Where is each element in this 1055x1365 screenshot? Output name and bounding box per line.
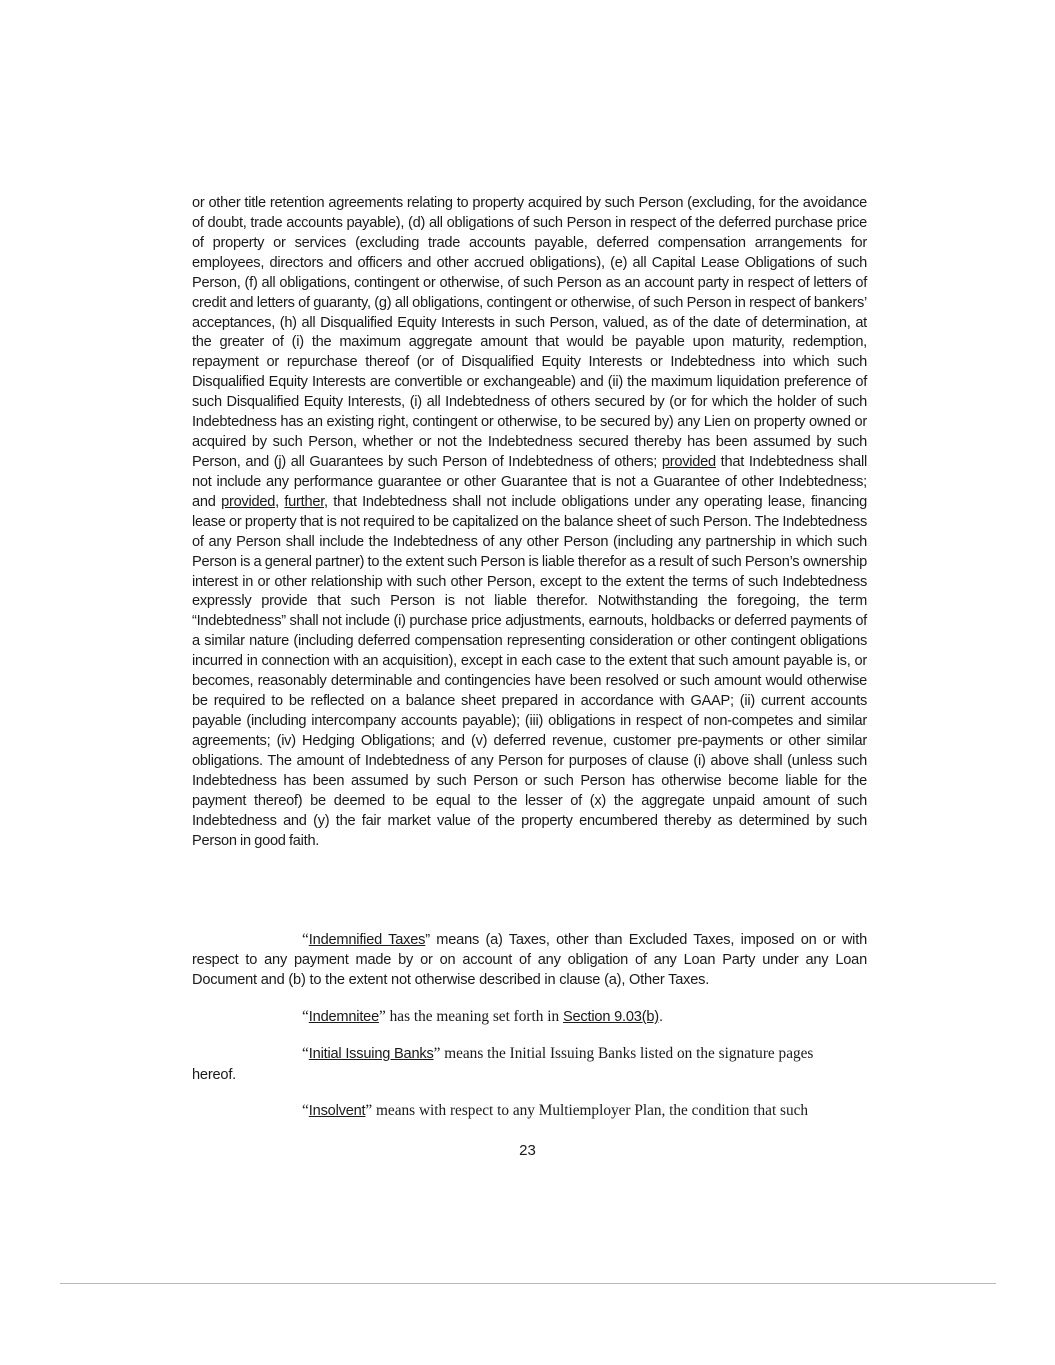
definition-text: ” means (a) Taxes, other than Excluded Taxes, imposed on or with respect to any payment made by or on account of any obligation of any Loan Party under any Loan Document and (b) to the extent not otherwise described in clause (a), Other Taxes. [192,932,867,988]
period-text: . [658,1009,663,1025]
defined-term-indemnitee: Indemnitee [308,1009,380,1025]
paragraph-text-part-3: , that Indebtedness shall not include obligations under any operating lease, financing lease or property that is not required to be capitalized on the balance sheet of such Person. The Indebtedness of any Person shall include the Indebtedness of any other Person (including any partnership in which such Person is a general partner) to the extent such Person is liable therefor as a result of such Person’s ownership interest in or other relationship with such other Person, except to the extent the terms of such Indebtedness expressly provide that such Person is not liable therefor. Notwithstanding the foregoing, the term “Indebtedness” shall not include (i) purchase price adjustments, earnouts, holdbacks or deferred payments of a similar nature (including deferred compensation representing consideration or other contingent obligations incurred in connection with an acquisition), except in each case to the extent that such amount payable is, or becomes, reasonably determinable and contingencies have been resolved or such amount would otherwise be required to be reflected on a balance sheet prepared in accordance with GAAP; (ii) current accounts payable (including intercompany accounts payable); (iii) obligations in respect of non-competes and similar agreements; (iv) Hedging Obligations; and (v) deferred revenue, customer pre-payments or other similar obligations. The amount of Indebtedness of any Person for purposes of clause (i) above shall (unless such Indebtedness has been assumed by such Person or such Person has otherwise become liable for the payment thereof) be deemed to be equal to the lesser of (x) the aggregate unpaid amount of such Indebtedness and (y) the fair market value of the property encumbered thereby as determined by such Person in good faith. [192,493,868,849]
further-term: further [284,493,324,510]
definition-insolvent [192,1101,867,1121]
definition-continuation [192,1065,867,1085]
footer-divider [60,1283,996,1284]
section-reference-link[interactable]: Section 9.03(b) [562,1009,659,1025]
definition-indemnitee [192,1007,867,1027]
defined-term-insolvent: Insolvent [308,1103,366,1119]
open-quote: “ [302,1102,309,1119]
definition-text: ” has the meaning set forth in [379,1008,563,1025]
definition-initial-issuing-banks [192,1044,867,1064]
definition-text: ” means with respect to any Multiemployer Plan, the condition that such [365,1102,809,1119]
definition-indemnified-taxes [192,930,867,990]
comma-text: , [275,493,285,510]
paragraph-text-part-2: that Indebtedness shall not include any performance guarantee or other Guarantee that is not a Guarantee of other Indebtedness; and [192,453,868,510]
page-number: 23 [519,1142,536,1159]
defined-term-initial-issuing-banks: Initial Issuing Banks [308,1046,434,1062]
provided-term: provided [661,453,716,470]
continuation-text: hereof. [192,1067,237,1083]
open-quote: “ [302,931,309,948]
indebtedness-definition-continuation [192,194,867,914]
definition-text: ” means the Initial Issuing Banks listed on the signature pages [433,1045,814,1062]
defined-term-indemnified-taxes: Indemnified Taxes [308,932,426,948]
open-quote: “ [302,1008,309,1025]
provided-term-2: provided [221,493,276,510]
paragraph-text-part-1: or other title retention agreements relating to property acquired by such Person (excluding, for the avoidance of doubt, trade accounts payable), (d) all obligations of such Person in respect of the deferred purchase price of property or services (excluding trade accounts payable, deferred compensation arrangements for employees, directors and officers and other accrued obligations), (e) all Capital Lease Obligations of such Person, (f) all obligations, contingent or otherwise, of such Person as an account party in respect of letters of credit and letters of guaranty, (g) all obligations, contingent or otherwise, of such Person in respect of bankers’ acceptances, (h) all Disqualified Equity Interests in such Person, valued, as of the date of determination, at the greater of (i) the maximum aggregate amount that would be payable upon maturity, redemption, repayment or repurchase thereof (or of Disqualified Equity Interests or Indebtedness into which such Disqualified Equity Interests are convertible or exchangeable) and (ii) the maximum liquidation preference of such Disqualified Equity Interests, (i) all Indebtedness of others secured by (or for which the holder of such Indebtedness has an existing right, contingent or otherwise, to be secured by) any Lien on property owned or acquired by such Person, whether or not the Indebtedness secured thereby has been assumed by such Person, and (j) all Guarantees by such Person of Indebtedness of others; [192,195,867,470]
open-quote: “ [302,1045,309,1062]
